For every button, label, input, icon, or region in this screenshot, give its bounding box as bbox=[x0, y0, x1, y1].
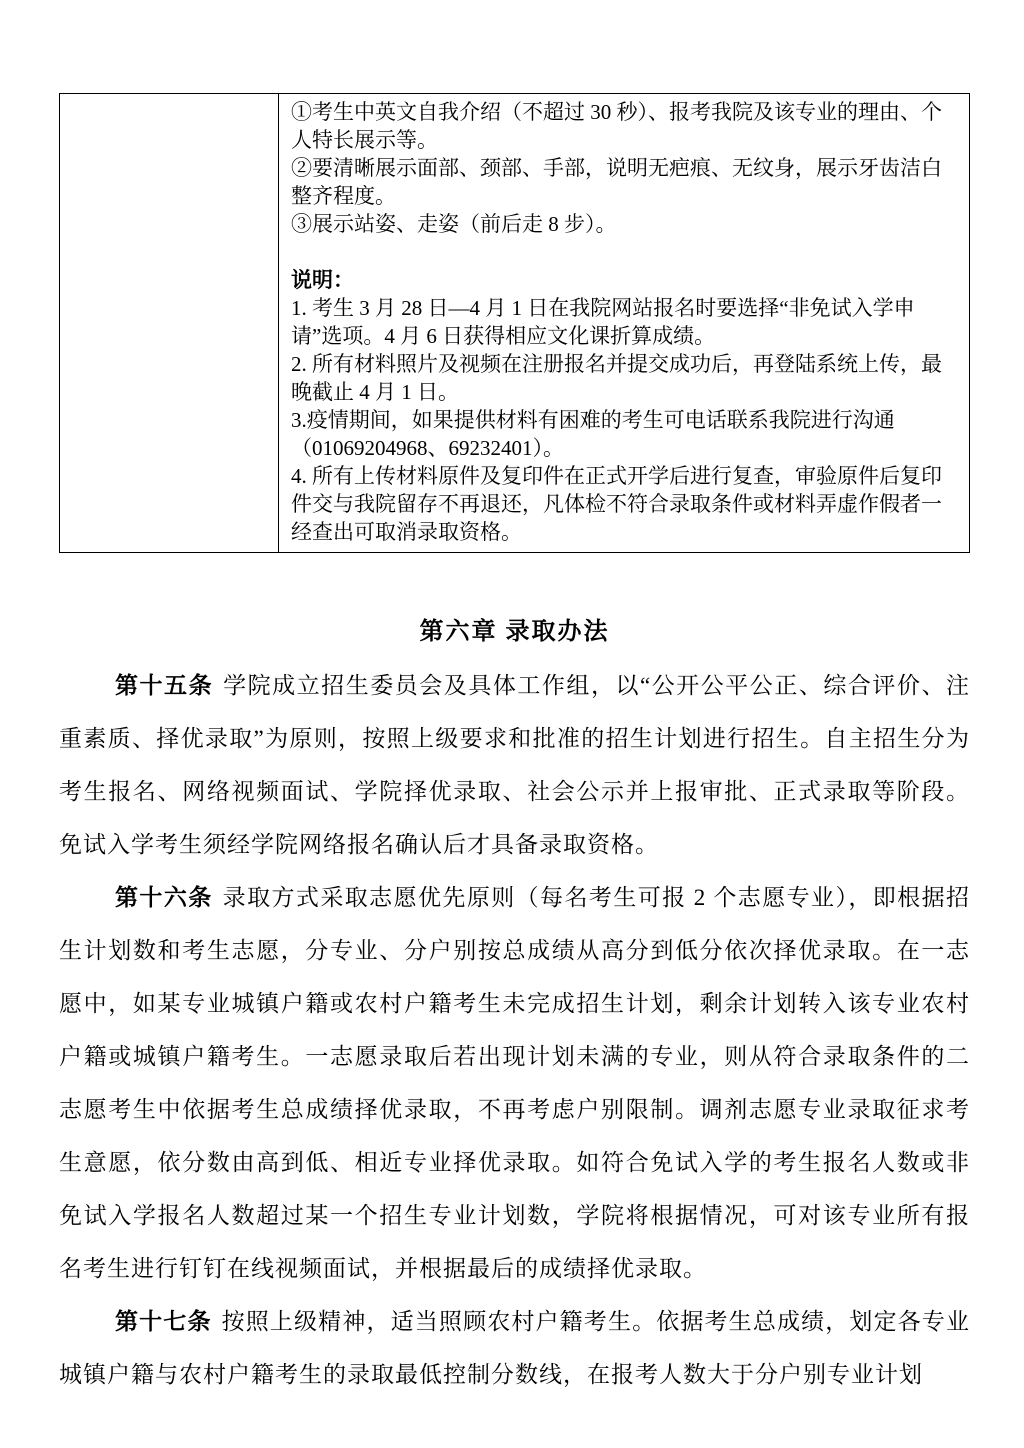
article-15-text: 学院成立招生委员会及具体工作组，以“公开公平公正、综合评价、注重素质、择优录取”为原则，按照上级要求和批准的招生计划进行招生。自主招生分为考生报名、网络视频面试、学院择优录取、社会公示并上报审批、正式录取等阶段。免试入学考生须经学院网络报名确认后才具备录取资格。 bbox=[59, 673, 970, 857]
article-17 bbox=[59, 1295, 970, 1401]
requirement-item-1: ①考生中英文自我介绍（不超过 30 秒）、报考我院及该专业的理由、个人特长展示等。 bbox=[291, 100, 942, 152]
article-17-label: 第十七条 bbox=[115, 1309, 212, 1334]
table-cell-left-empty bbox=[60, 94, 279, 553]
note-item-4: 4. 所有上传材料原件及复印件在正式开学后进行复查，审验原件后复印件交与我院留存不再退还，凡体检不符合录取条件或材料弄虚作假者一经查出可取消录取资格。 bbox=[291, 464, 942, 544]
notes-title: 说明： bbox=[291, 268, 354, 292]
blank-line bbox=[291, 238, 961, 266]
note-item-3: 3.疫情期间，如果提供材料有困难的考生可电话联系我院进行沟通（01069204968、69232401）。 bbox=[291, 408, 895, 460]
requirement-item-3: ③展示站姿、走姿（前后走 8 步）。 bbox=[291, 212, 617, 236]
requirements-table bbox=[59, 93, 970, 553]
article-16-text: 录取方式采取志愿优先原则（每名考生可报 2 个志愿专业），即根据招生计划数和考生志愿，分专业、分户别按总成绩从高分到低分依次择优录取。在一志愿中，如某专业城镇户籍或农村户籍考生未完成招生计划，剩余计划转入该专业农村户籍或城镇户籍考生。一志愿录取后若出现计划未满的专业，则从符合录取条件的二志愿考生中依据考生总成绩择优录取，不再考虑户别限制。调剂志愿专业录取征求考生意愿，依分数由高到低、相近专业择优录取。如符合免试入学的考生报名人数或非免试入学报名人数超过某一个招生专业计划数，学院将根据情况，可对该专业所有报名考生进行钉钉在线视频面试，并根据最后的成绩择优录取。 bbox=[59, 885, 971, 1281]
article-16-label: 第十六条 bbox=[115, 885, 213, 910]
table-row bbox=[60, 94, 970, 553]
articles-section bbox=[59, 659, 970, 1401]
article-15-label: 第十五条 bbox=[115, 673, 214, 698]
article-16 bbox=[59, 871, 970, 1295]
requirement-item-2: ②要清晰展示面部、颈部、手部，说明无疤痕、无纹身，展示牙齿洁白整齐程度。 bbox=[291, 156, 942, 208]
chapter-heading: 第六章 录取办法 bbox=[419, 619, 610, 645]
article-17-text: 按照上级精神，适当照顾农村户籍考生。依据考生总成绩，划定各专业城镇户籍与农村户籍考生的录取最低控制分数线，在报考人数大于分户别专业计划 bbox=[59, 1309, 971, 1387]
table-cell-requirements bbox=[279, 94, 970, 553]
article-15 bbox=[59, 659, 970, 871]
note-item-2: 2. 所有材料照片及视频在注册报名并提交成功后，再登陆系统上传，最晚截止 4 月 1 日。 bbox=[291, 352, 942, 404]
note-item-1: 1. 考生 3 月 28 日—4 月 1 日在我院网站报名时要选择“非免试入学申请”选项。4 月 6 日获得相应文化课折算成绩。 bbox=[291, 296, 915, 348]
